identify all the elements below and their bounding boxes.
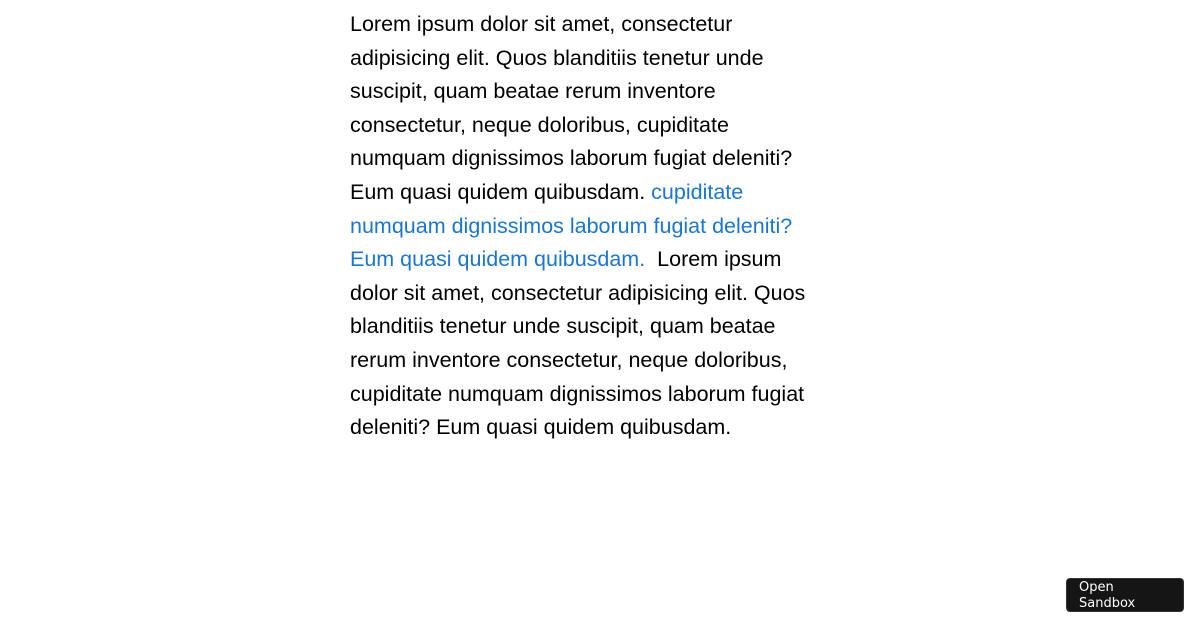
inline-link[interactable]: numquam dignissimos laborum fugiat deleniti? <box>350 213 793 238</box>
text-segment: adipisicing elit. Quos blanditiis tenetur unde <box>350 45 764 70</box>
text-line <box>350 109 870 143</box>
text-segment: cupiditate numquam dignissimos laborum fugiat <box>350 381 805 406</box>
text-segment: numquam dignissimos laborum fugiat deleniti? <box>350 146 793 171</box>
open-sandbox-label-line1: Open <box>1079 580 1114 595</box>
text-segment: deleniti? Eum quasi quidem quibusdam. <box>350 415 732 440</box>
text-line <box>350 42 870 76</box>
text-segment: consectetur, neque doloribus, cupiditate <box>350 112 729 137</box>
body-paragraph <box>350 8 870 445</box>
text-segment: Lorem ipsum dolor sit amet, consectetur <box>350 12 733 36</box>
text-line <box>350 75 870 109</box>
text-segment: dolor sit amet, consectetur adipisicing elit. Quos <box>350 280 806 305</box>
text-segment: Lorem ipsum <box>645 247 782 272</box>
text-line <box>350 142 870 176</box>
text-line <box>350 210 870 244</box>
text-line <box>350 411 870 445</box>
text-segment: rerum inventore consectetur, neque doloribus, <box>350 347 788 372</box>
text-line <box>350 378 870 412</box>
inline-link[interactable]: cupiditate <box>651 179 744 204</box>
text-line <box>350 344 870 378</box>
inline-link[interactable]: Eum quasi quidem quibusdam. <box>350 247 646 272</box>
open-sandbox-label-line2: Sandbox <box>1079 596 1136 611</box>
text-line <box>350 277 870 311</box>
text-line <box>350 176 870 210</box>
text-line <box>350 243 870 277</box>
text-segment: Eum quasi quidem quibusdam. <box>350 179 652 204</box>
text-line <box>350 8 870 42</box>
text-segment: suscipit, quam beatae rerum inventore <box>350 79 716 104</box>
open-sandbox-button[interactable] <box>1066 578 1184 612</box>
text-line <box>350 310 870 344</box>
text-segment: blanditiis tenetur unde suscipit, quam beatae <box>350 314 776 339</box>
